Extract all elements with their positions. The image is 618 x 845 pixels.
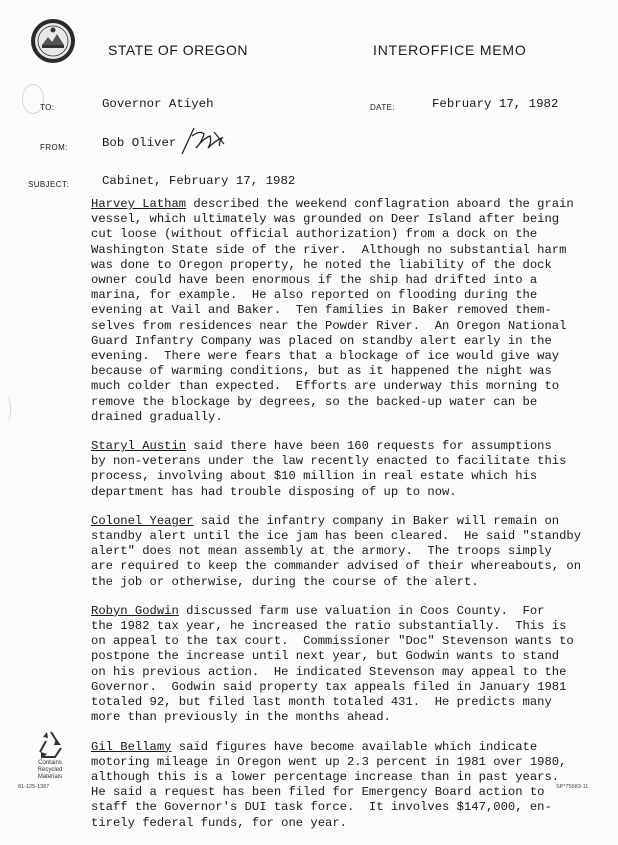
paragraph-line: marina, for example. He also reported on flooding during the	[91, 288, 538, 303]
recycle-icon	[34, 728, 68, 760]
paragraph-line: the job or otherwise, during the course of the alert.	[91, 574, 479, 589]
memo-paragraph	[91, 439, 611, 500]
memo-paragraph	[91, 514, 611, 590]
to-label: TO:	[40, 103, 55, 112]
paragraph-line: department has had trouble disposing of up to now.	[91, 484, 457, 499]
paragraph-line: process, involving about $10 million in real estate which his	[91, 469, 538, 484]
paragraph-line	[91, 439, 611, 454]
speaker-name: Robyn Godwin	[91, 603, 179, 618]
paragraph-line: vessel, which ultimately was grounded on Deer Island after being	[91, 212, 560, 227]
state-heading: STATE OF OREGON	[108, 42, 248, 58]
paragraph-line: cut loose (without official authorization) from a dock on the	[91, 227, 538, 242]
memo-paragraph	[91, 604, 611, 726]
paragraph-line: tirely federal funds, for one year.	[91, 815, 347, 830]
paragraph-text: said figures have become available which indicate	[171, 739, 538, 754]
recycle-note-line: Materials	[37, 774, 63, 780]
memo-body	[91, 197, 611, 845]
paragraph-line: drained gradually.	[91, 409, 223, 424]
handwritten-initials-signature	[178, 124, 248, 158]
paragraph-line: by non-veterans under the law recently enacted to facilitate this	[91, 454, 567, 469]
paragraph-line: Washington State side of the river. Although no substantial harm	[91, 242, 567, 257]
punch-hole-mark	[0, 395, 11, 423]
paragraph-line: more than previously in the months ahead.	[91, 710, 391, 725]
paragraph-line: remove the blockage by degrees, so the backed-up water can be	[91, 394, 538, 409]
paragraph-text: described the weekend conflagration aboard the grain	[186, 197, 574, 211]
recycle-note-line: Recycled	[37, 767, 63, 773]
paragraph-line: on appeal to the tax court. Commissioner "Doc" Stevenson wants to	[91, 634, 574, 649]
paragraph-line	[91, 197, 611, 212]
paragraph-line: although this is a lower percentage increase than in past years.	[91, 769, 560, 784]
subject-value: Cabinet, February 17, 1982	[102, 174, 296, 188]
from-value: Bob Oliver	[102, 136, 177, 150]
to-value: Governor Atiyeh	[102, 97, 214, 111]
paragraph-line: totaled 92, but filed last month totaled 431. He predicts many	[91, 695, 552, 710]
memo-paragraph	[91, 740, 611, 831]
paragraph-text: said there have been 160 requests for assumptions	[186, 439, 552, 454]
recycle-note-line: Contains	[38, 760, 62, 766]
memo-paragraph	[91, 197, 611, 425]
oregon-state-seal-icon	[30, 18, 76, 64]
paragraph-line: the 1982 tax year, he increased the ratio substantially. This is	[91, 619, 567, 634]
paragraph-line: selves from residences near the Powder River. An Oregon National	[91, 318, 567, 333]
date-label: DATE:	[370, 103, 395, 112]
speaker-name: Colonel Yeager	[91, 513, 194, 528]
paragraph-line	[91, 604, 611, 619]
paragraph-line: alert" does not mean assembly at the armory. The troops simply	[91, 544, 552, 559]
paragraph-line: standby alert until the ice jam has been cleared. He said "standby	[91, 529, 582, 544]
paragraph-line: Guard Infantry Company was placed on standby alert early in the	[91, 333, 552, 348]
paragraph-line	[91, 740, 611, 755]
paragraph-line: much colder than expected. Efforts are underway this morning to	[91, 379, 560, 394]
paragraph-text: said the infantry company in Baker will remain on	[193, 513, 560, 528]
paragraph-text: discussed farm use valuation in Coos County. For	[178, 603, 545, 618]
paragraph-line: motoring mileage in Oregon went up 2.3 percent in 1981 over 1980,	[91, 754, 567, 769]
subject-label: SUBJECT:	[28, 180, 69, 189]
memo-type-heading: INTEROFFICE MEMO	[373, 42, 527, 58]
form-number: 81-125-1387	[18, 784, 50, 790]
paragraph-line: owner could have been enormous if the ship had drifted into a	[91, 273, 538, 288]
date-value: February 17, 1982	[432, 97, 559, 111]
paragraph-line: Governor. Godwin said property tax appeals filed in January 1981	[91, 679, 567, 694]
paragraph-line: because of warming conditions, but as it happened the night was	[91, 364, 552, 379]
paragraph-line: staff the Governor's DUI task force. It involves $147,000, en-	[91, 800, 552, 815]
paragraph-line: evening at Vail and Baker. Ten families in Baker removed them-	[91, 303, 552, 318]
from-label: FROM:	[40, 143, 68, 152]
speaker-name: Harvey Latham	[91, 197, 187, 211]
paragraph-line: evening. There were fears that a blockage of ice would give way	[91, 349, 560, 364]
paragraph-line: are required to keep the commander advised of their whereabouts, on	[91, 559, 582, 574]
speaker-name: Gil Bellamy	[91, 739, 172, 754]
paragraph-line: postpone the increase until next year, but Godwin wants to stand	[91, 649, 560, 664]
paragraph-line: on his previous action. He indicated Stevenson may appeal to the	[91, 664, 567, 679]
paragraph-line: He said a request has been filed for Emergency Board action to	[91, 785, 545, 800]
recycled-materials-note	[20, 760, 80, 781]
speaker-name: Staryl Austin	[91, 439, 187, 454]
paragraph-line	[91, 514, 611, 529]
stock-number: SP*75683-11	[556, 784, 589, 790]
paragraph-line: was done to Oregon property, he noted the liability of the dock	[91, 257, 552, 272]
